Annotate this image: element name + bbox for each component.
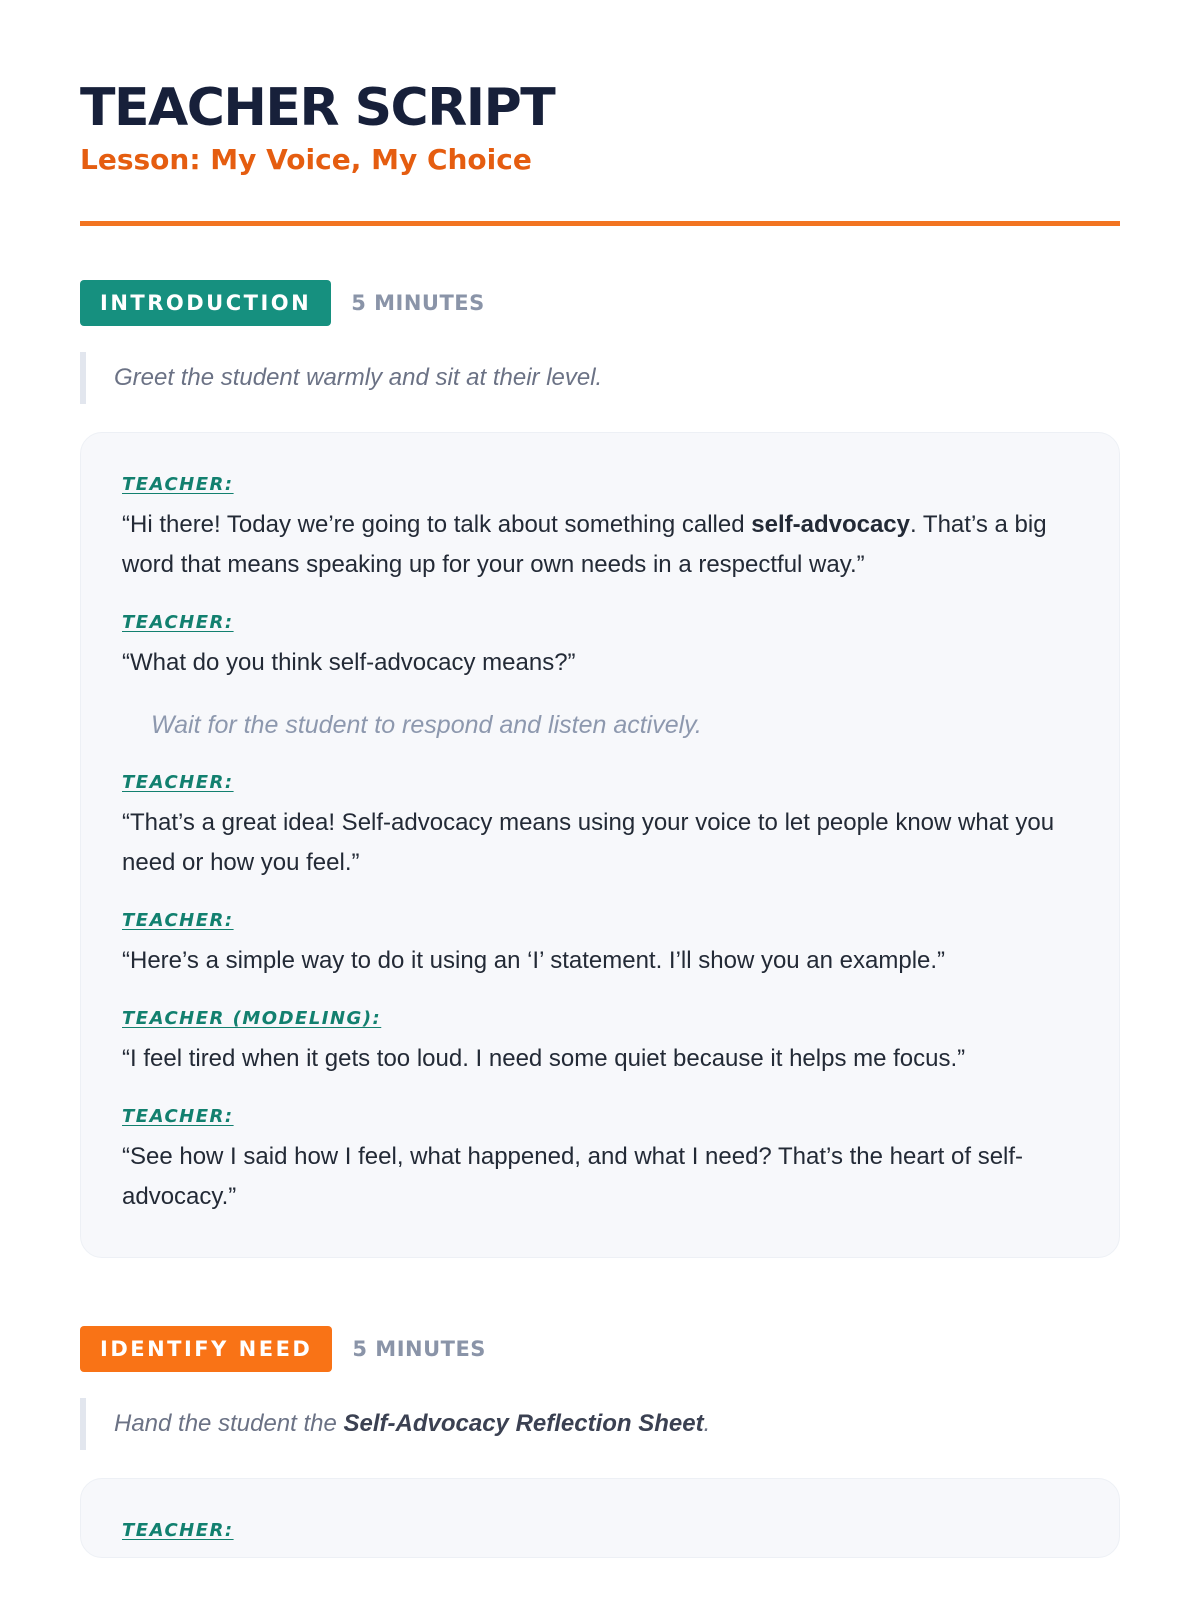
dialogue-line (122, 1005, 1079, 1079)
dialogue-line (122, 907, 1079, 981)
worksheet-title: Self-Advocacy Reflection Sheet (343, 1409, 704, 1437)
speaker-label: TEACHER: (122, 1519, 234, 1541)
stage-direction-note (80, 1398, 1120, 1450)
stage-direction-note: Greet the student warmly and sit at their level. (80, 352, 1120, 404)
note-text-part: . (703, 1409, 711, 1437)
speech-text-part: . That’s a big word that means speaking up for your own needs in a respectful way.” (122, 510, 1047, 578)
speech-text (122, 505, 1079, 585)
lesson-subtitle: Lesson: My Voice, My Choice (80, 143, 532, 177)
dialogue-line (122, 471, 1079, 585)
speech-text: “What do you think self-advocacy means?” (122, 648, 576, 676)
speaker-label: TEACHER: (122, 1105, 234, 1127)
section-badge-introduction: INTRODUCTION (80, 280, 331, 326)
section-duration: 5 MINUTES (351, 290, 485, 315)
speech-text: “I feel tired when it gets too loud. I need some quiet because it helps me focus.” (122, 1044, 966, 1072)
page-title: TEACHER SCRIPT (80, 78, 555, 138)
speaker-label: TEACHER: (122, 473, 234, 495)
key-term: self-advocacy (751, 510, 911, 538)
header-divider (80, 221, 1120, 226)
speaker-label: TEACHER (MODELING): (122, 1007, 382, 1029)
section-header-identify-need (80, 1326, 1120, 1372)
section-badge-identify-need: IDENTIFY NEED (80, 1326, 332, 1372)
action-direction: Wait for the student to respond and listen actively. (151, 710, 702, 739)
speaker-label: TEACHER: (122, 909, 234, 931)
section-duration: 5 MINUTES (352, 1336, 486, 1361)
speech-text: “Here’s a simple way to do it using an ‘I’ statement. I’ll show you an example.” (122, 946, 946, 974)
speech-text: “That’s a great idea! Self-advocacy means using your voice to let people know what you need or how you feel.” (122, 808, 1055, 876)
speech-text-part: “Hi there! Today we’re going to talk about something called (122, 510, 752, 538)
teacher-script-page (80, 80, 1120, 1558)
speech-text: “See how I said how I feel, what happened, and what I need? That’s the heart of self-advocacy.” (122, 1142, 1024, 1210)
speaker-label: TEACHER: (122, 611, 234, 633)
script-card-introduction (80, 432, 1120, 1258)
speaker-label: TEACHER: (122, 771, 234, 793)
dialogue-line (122, 1517, 1079, 1545)
dialogue-line (122, 769, 1079, 883)
script-card-identify-need (80, 1478, 1120, 1558)
dialogue-line (122, 1103, 1079, 1217)
dialogue-line (122, 609, 1079, 683)
section-header-introduction (80, 280, 1120, 326)
note-text-part: Hand the student the (114, 1409, 344, 1437)
